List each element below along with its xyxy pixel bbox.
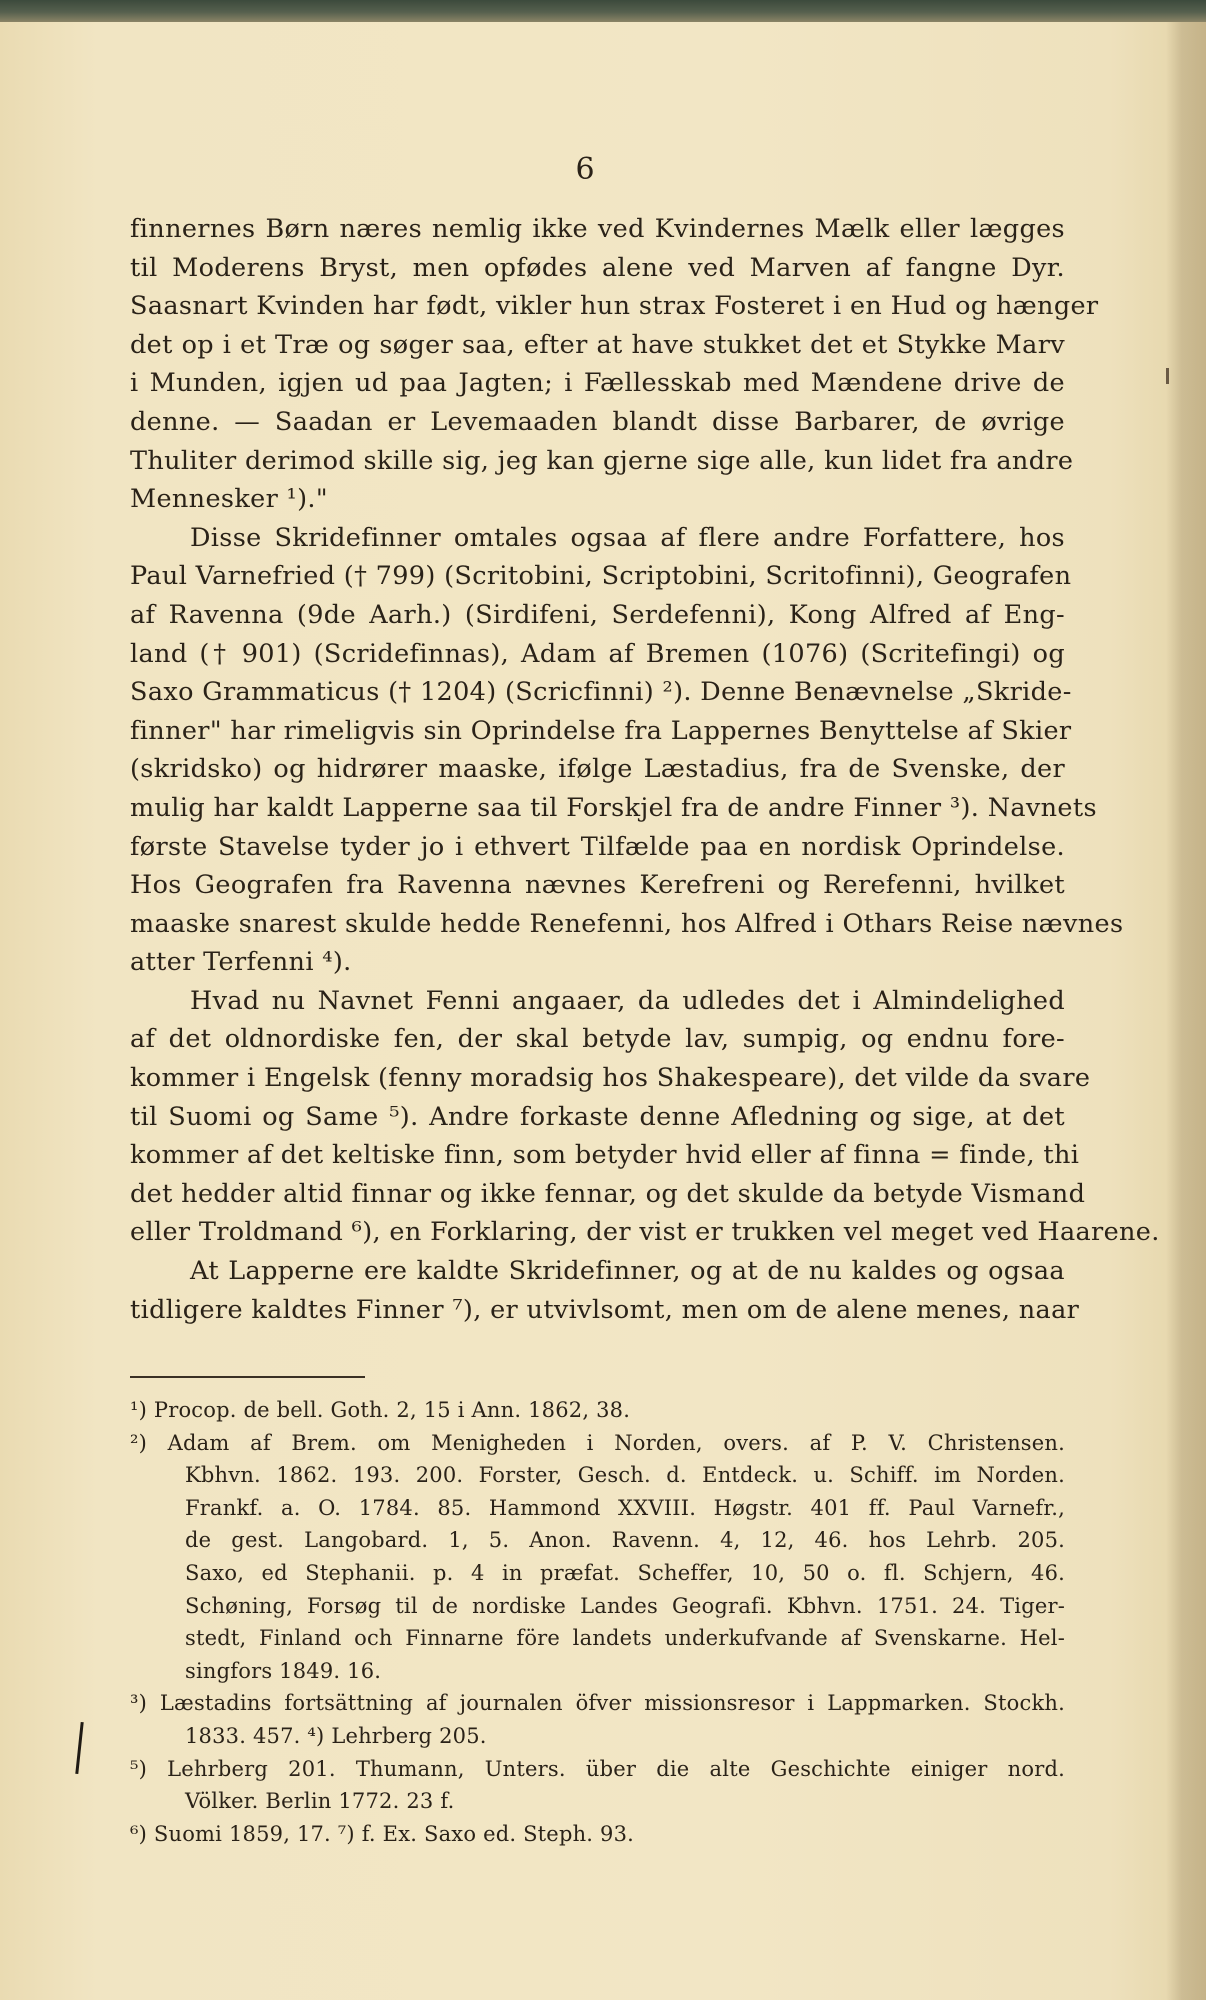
footnote-line: Kbhvn. 1862. 193. 200. Forster, Gesch. d. Entdeck. u. Schiff. im Norden. <box>185 1463 1065 1488</box>
body-line: kommer af det keltiske finn, som betyder hvid eller af finna = finde, thi <box>130 1140 1080 1171</box>
footnote-line: Saxo, ed Stephanii. p. 4 in præfat. Scheffer, 10, 50 o. fl. Schjern, 46. <box>185 1560 1065 1585</box>
body-line: til Moderens Bryst, men opfødes alene ved Marven af fangne Dyr. <box>130 252 1065 283</box>
footnote-line: ³) Læstadins fortsättning af journalen öfver missionsresor i Lappmarken. Stockh. <box>130 1691 1065 1716</box>
page-gutter-shadow <box>1166 22 1206 2000</box>
body-line: Disse Skridefinner omtales ogsaa af flere andre Forfattere, hos <box>190 522 1065 553</box>
body-line: denne. — Saadan er Levemaaden blandt disse Barbarer, de øvrige <box>130 406 1065 437</box>
body-line: maaske snarest skulde hedde Renefenni, hos Alfred i Othars Reise nævnes <box>130 908 1124 939</box>
body-line: til Suomi og Same ⁵). Andre forkaste denne Afledning og sige, at det <box>130 1101 1065 1132</box>
footnote-line: ¹) Procop. de bell. Goth. 2, 15 i Ann. 1862, 38. <box>130 1398 631 1422</box>
body-line: Hos Geografen fra Ravenna nævnes Kerefreni og Rerefenni, hvilket <box>130 870 1065 901</box>
body-line: mulig har kaldt Lapperne saa til Forskjel fra de andre Finner ³). Navnets <box>130 792 1097 823</box>
body-line: det op i et Træ og søger saa, efter at have stukket det et Stykke Marv <box>130 329 1065 360</box>
body-line: af Ravenna (9de Aarh.) (Sirdifeni, Serdefenni), Kong Alfred af Eng- <box>130 599 1065 630</box>
body-line: i Munden, igjen ud paa Jagten; i Fællesskab med Mændene drive de <box>130 368 1065 399</box>
body-text <box>130 210 1160 1329</box>
body-line: af det oldnordiske fen, der skal betyde lav, sumpig, og endnu fore- <box>130 1024 1065 1055</box>
body-line: det hedder altid finnar og ikke fennar, og det skulde da betyde Vismand <box>130 1178 1086 1209</box>
footnote-line: ⁶) Suomi 1859, 17. ⁷) f. Ex. Saxo ed. Steph. 93. <box>130 1821 635 1846</box>
body-line: land († 901) (Scridefinnas), Adam af Bremen (1076) (Scritefingi) og <box>130 638 1065 669</box>
body-line: Saxo Grammaticus († 1204) (Scricfinni) ²). Denne Benævnelse „Skride- <box>130 677 1072 708</box>
footnote-line: Völker. Berlin 1772. 23 f. <box>185 1789 455 1814</box>
footnote-line: de gest. Langobard. 1, 5. Anon. Ravenn. 4, 12, 46. hos Lehrb. 205. <box>185 1528 1065 1553</box>
footnote-line: 1833. 457. ⁴) Lehrberg 205. <box>185 1723 487 1748</box>
body-line: finnernes Børn næres nemlig ikke ved Kvindernes Mælk eller lægges <box>130 214 1065 244</box>
footnotes <box>130 1394 1065 1850</box>
footnote-line: stedt, Finland och Finnarne före landets underkufvande af Svenskarne. Hel- <box>185 1626 1065 1651</box>
footnote-line: Schøning, Forsøg til de nordiske Landes Geografi. Kbhvn. 1751. 24. Tiger- <box>185 1593 1065 1618</box>
body-line: Saasnart Kvinden har født, vikler hun strax Fosteret i en Hud og hænger <box>130 291 1099 322</box>
body-line: Mennesker ¹)." <box>130 484 328 515</box>
margin-pencil-mark <box>75 1722 83 1774</box>
body-line: tidligere kaldtes Finner ⁷), er utvivlsomt, men om de alene menes, naar <box>130 1294 1080 1325</box>
margin-tick-mark <box>1166 368 1169 384</box>
page-number: 6 <box>575 152 595 187</box>
footnote-line: ⁵) Lehrberg 201. Thumann, Unters. über die alte Geschichte einiger nord. <box>130 1756 1065 1781</box>
body-line: At Lapperne ere kaldte Skridefinner, og at de nu kaldes og ogsaa <box>190 1256 1065 1287</box>
footnote-line: Frankf. a. O. 1784. 85. Hammond XXVIII. Høgstr. 401 ff. Paul Varnefr., <box>185 1495 1065 1520</box>
body-line: eller Troldmand ⁶), en Forklaring, der vist er trukken vel meget ved Haarene. <box>130 1217 1160 1248</box>
body-line: Hvad nu Navnet Fenni angaaer, da udledes det i Almindelighed <box>190 985 1065 1016</box>
body-line: Paul Varnefried († 799) (Scritobini, Scriptobini, Scritofinni), Geografen <box>130 561 1072 592</box>
page-top-edge <box>0 0 1206 22</box>
body-line: (skridsko) og hidrører maaske, ifølge Læstadius, fra de Svenske, der <box>130 754 1065 785</box>
footnote-divider <box>130 1376 365 1378</box>
body-line: kommer i Engelsk (fenny moradsig hos Shakespeare), det vilde da svare <box>130 1063 1091 1094</box>
footnote-line: singfors 1849. 16. <box>185 1658 382 1683</box>
body-line: finner" har rimeligvis sin Oprindelse fra Lappernes Benyttelse af Skier <box>130 715 1072 746</box>
body-line: atter Terfenni ⁴). <box>130 947 352 978</box>
body-line: første Stavelse tyder jo i ethvert Tilfælde paa en nordisk Oprindelse. <box>130 831 1065 862</box>
footnote-line: ²) Adam af Brem. om Menigheden i Norden, overs. af P. V. Christensen. <box>130 1430 1065 1455</box>
body-line: Thuliter derimod skille sig, jeg kan gjerne sige alle, kun lidet fra andre <box>130 445 1074 476</box>
